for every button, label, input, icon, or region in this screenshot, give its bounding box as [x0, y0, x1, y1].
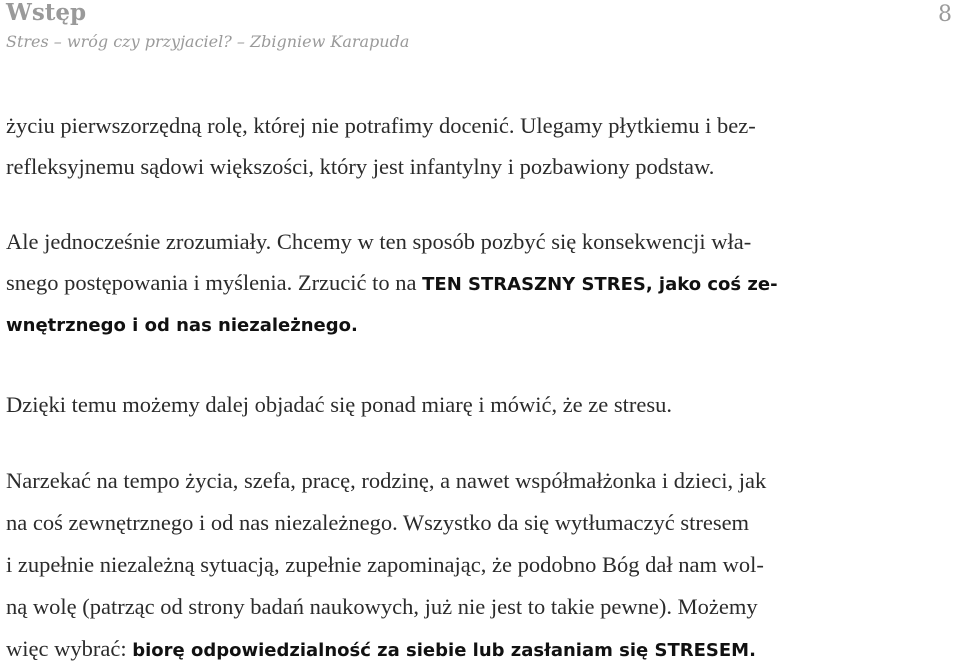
body-text: snego postępowania i myślenia. Zrzucić to na [6, 270, 423, 295]
body-line: i zupełnie niezależną sytuacją, zupełnie zapominając, że podobno Bóg dał nam wol- [6, 552, 764, 577]
chapter-title: Wstęp [6, 0, 87, 26]
body-line [6, 636, 756, 664]
body-line: Ale jednocześnie zrozumiały. Chcemy w ten sposób pozbyć się konsekwencji wła- [6, 229, 752, 254]
emphasis-text: , jako coś ze- [645, 274, 778, 295]
body-line: na coś zewnętrznego i od nas niezależnego. Wszystko da się wytłumaczyć stresem [6, 510, 750, 535]
body-line [6, 270, 778, 298]
emphasis-text: STRESEM [654, 640, 750, 661]
body-line: życiu pierwszorzędną rolę, której nie potrafimy docenić. Ulegamy płytkiemu i bez- [6, 113, 756, 138]
body-line: refleksyjnemu sądowi większości, który jest infantylny i pozbawiony podstaw. [6, 154, 715, 179]
page-number: 8 [938, 2, 952, 27]
body-text: więc wybrać: [6, 636, 133, 661]
body-line: ną wolę (patrząc od strony badań naukowych, już nie jest to takie pewne). Możemy [6, 594, 758, 619]
emphasis-text: biorę odpowiedzialność za siebie lub zasłaniam się [132, 640, 655, 661]
emphasis-text: . [749, 640, 756, 661]
emphasis-text: TEN STRASZNY STRES [422, 274, 646, 295]
body-line: Dzięki temu możemy dalej objadać się ponad miarę i mówić, że ze stresu. [6, 392, 673, 417]
body-line: Narzekać na tempo życia, szefa, pracę, rodzinę, a nawet współmałżonka i dzieci, jak [6, 468, 767, 493]
body-line [6, 311, 358, 339]
emphasis-text: wnętrznego i od nas niezależnego. [6, 315, 358, 336]
running-header-subtitle: Stres – wróg czy przyjaciel? – Zbigniew Karapuda [6, 32, 410, 51]
